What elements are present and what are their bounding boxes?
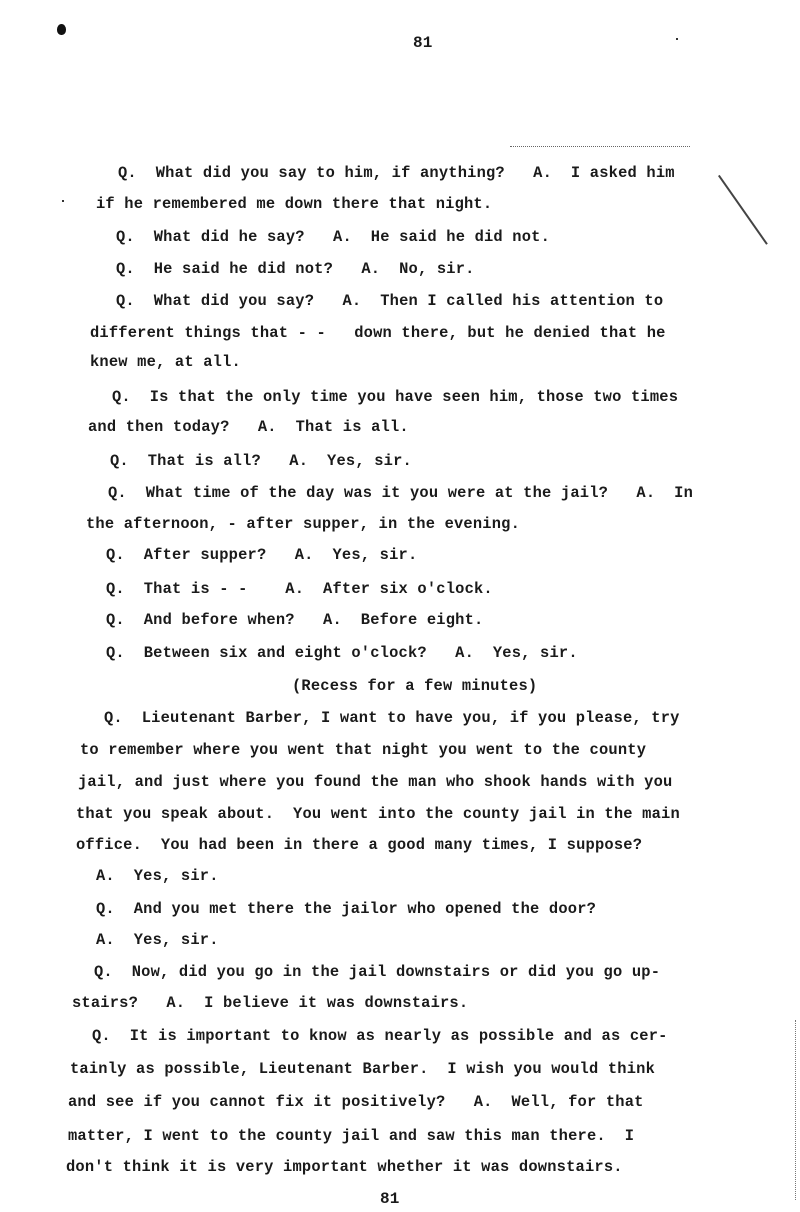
transcript-line: Q. What did you say to him, if anything? A. I asked him: [118, 164, 675, 182]
transcript-line: jail, and just where you found the man who shook hands with you: [78, 773, 673, 791]
transcript-line: Q. That is all? A. Yes, sir.: [110, 452, 412, 470]
transcript-line: Q. Is that the only time you have seen him, those two times: [112, 388, 679, 406]
transcript-line: stairs? A. I believe it was downstairs.: [72, 994, 469, 1012]
transcript-line: office. You had been in there a good many times, I suppose?: [76, 836, 643, 854]
page-number-bottom: 81: [380, 1190, 400, 1208]
transcript-line: Q. He said he did not? A. No, sir.: [116, 260, 475, 278]
transcript-line: don't think it is very important whether it was downstairs.: [66, 1158, 623, 1176]
scan-edge-marks: [795, 1020, 796, 1200]
transcript-line: (Recess for a few minutes): [292, 677, 538, 695]
transcript-line: and see if you cannot fix it positively? A. Well, for that: [68, 1093, 644, 1111]
transcript-line: Q. What did he say? A. He said he did not.: [116, 228, 551, 246]
transcript-line: A. Yes, sir.: [96, 867, 219, 885]
transcript-line: tainly as possible, Lieutenant Barber. I wish you would think: [70, 1060, 656, 1078]
transcript-line: matter, I went to the county jail and saw this man there. I: [68, 1127, 635, 1145]
transcript-line: Q. That is - - A. After six o'clock.: [106, 580, 493, 598]
pencil-stroke-mark: [718, 175, 768, 245]
page-number-top: 81: [413, 34, 433, 52]
scan-speck: [676, 38, 678, 40]
transcript-line: Q. It is important to know as nearly as possible and as cer-: [92, 1027, 668, 1045]
transcript-line: Q. And before when? A. Before eight.: [106, 611, 484, 629]
scan-noise-dotted-line: [510, 146, 690, 147]
transcript-line: Q. And you met there the jailor who opened the door?: [96, 900, 597, 918]
scan-speck: [62, 200, 64, 202]
transcript-line: knew me, at all.: [90, 353, 241, 371]
punch-hole-mark: [57, 24, 66, 35]
transcript-line: if he remembered me down there that night.: [96, 195, 493, 213]
transcript-line: different things that - - down there, but he denied that he: [90, 324, 666, 342]
transcript-line: that you speak about. You went into the county jail in the main: [76, 805, 680, 823]
transcript-line: Q. Between six and eight o'clock? A. Yes, sir.: [106, 644, 578, 662]
transcript-line: Q. Lieutenant Barber, I want to have you, if you please, try: [104, 709, 680, 727]
transcript-line: and then today? A. That is all.: [88, 418, 409, 436]
transcript-line: to remember where you went that night you went to the county: [80, 741, 647, 759]
transcript-line: Q. After supper? A. Yes, sir.: [106, 546, 418, 564]
transcript-line: Q. What did you say? A. Then I called his attention to: [116, 292, 664, 310]
transcript-line: the afternoon, - after supper, in the evening.: [86, 515, 521, 533]
transcript-line: A. Yes, sir.: [96, 931, 219, 949]
transcript-line: Q. What time of the day was it you were at the jail? A. In: [108, 484, 694, 502]
transcript-line: Q. Now, did you go in the jail downstairs or did you go up-: [94, 963, 661, 981]
